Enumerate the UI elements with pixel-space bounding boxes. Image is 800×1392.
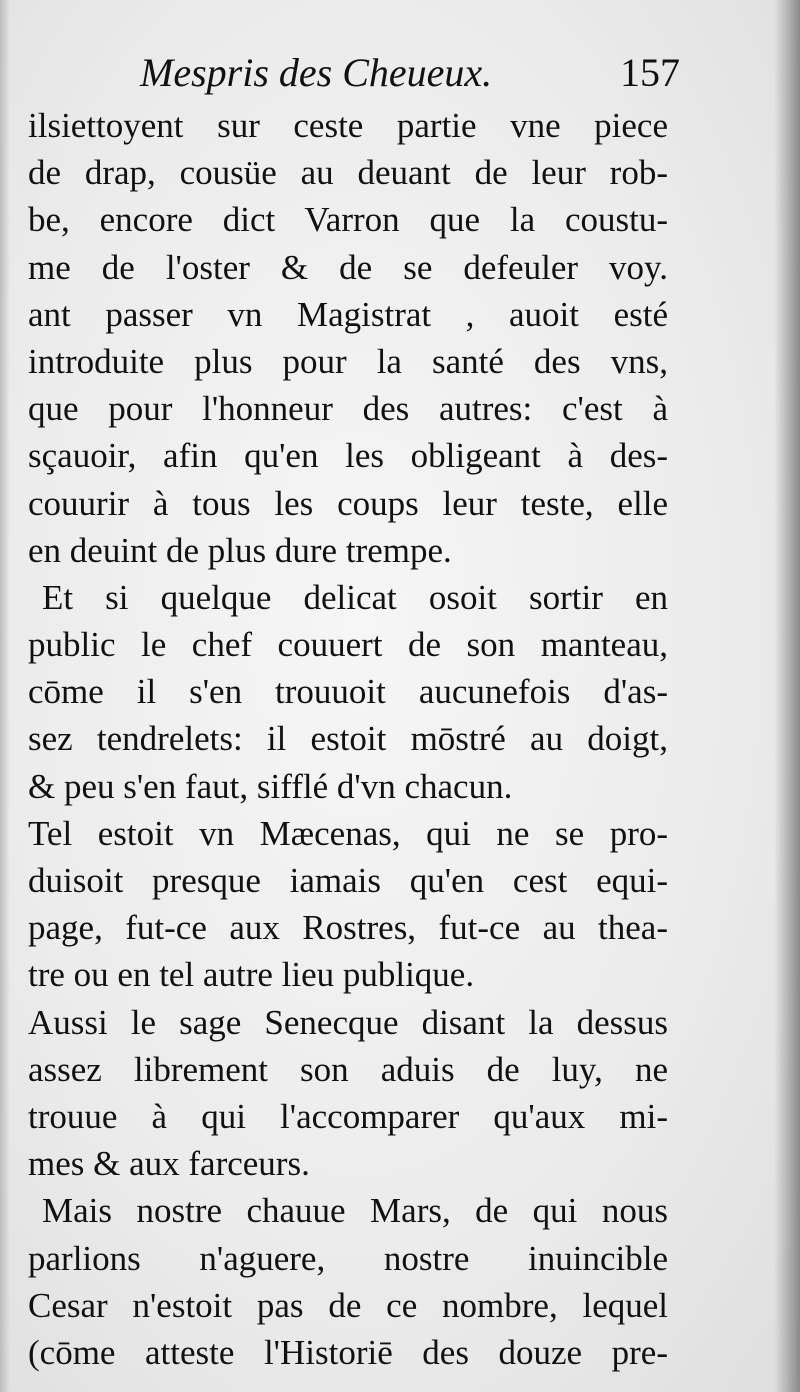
text-line: duisoit presque iamais qu'en cest equi- [28,861,668,900]
text-line: public le chef couuert de son manteau, [28,625,668,665]
text-line: mes & aux farceurs. [28,1144,310,1184]
text-line: ant passer vn Magistrat , auoit esté [28,294,668,334]
text-line: de drap, cousüe au deuant de leur rob- [28,153,668,193]
text-line: sez tendrelets: il estoit mōstré au doigt, [28,719,668,759]
paragraph-start-line: Tel estoit vn Mæcenas, qui ne se pro- [28,813,668,853]
text-line: trouue à qui l'accomparer qu'aux mi- [28,1096,668,1136]
text-line: tre ou en tel autre lieu publique. [28,955,475,995]
running-title: Mespris des Cheueux. [140,50,493,95]
text-line: cōme il s'en trouuoit aucunefois d'as- [28,672,668,712]
paragraph-start-line: Mais nostre chauue Mars, de qui nous [42,1191,668,1231]
text-line: & peu s'en faut, sifflé d'vn chacun. [28,766,513,806]
text-line: parlions n'aguere, nostre inuincible [28,1238,668,1278]
body-text [28,102,668,1376]
text-line: introduite plus pour la santé des vns, [28,341,668,381]
text-line: en deuint de plus dure trempe. [28,530,452,570]
text-line: ilsiettoyent sur ceste partie vne piece [28,106,668,145]
text-line: Cesar n'estoit pas de ce nombre, lequel [28,1285,668,1325]
page-header [140,48,680,98]
page-number: 157 [620,50,680,95]
text-line: be, encore dict Varron que la coustu- [28,200,668,240]
paragraph-start-line: Aussi le sage Senecque disant la dessus [28,1002,668,1042]
paragraph-start-line: Et si quelque delicat osoit sortir en [42,577,668,617]
text-line: assez librement son aduis de luy, ne [28,1049,668,1089]
text-line: (cōme atteste l'Historiē des douze pre- [28,1332,668,1372]
text-line: couurir à tous les coups leur teste, elle [28,483,668,523]
text-line: page, fut-ce aux Rostres, fut-ce au thea- [28,908,668,948]
text-line: que pour l'honneur des autres: c'est à [28,389,668,429]
text-line: me de l'oster & de se defeuler voy. [28,247,668,287]
text-line: sçauoir, afin qu'en les obligeant à des- [28,436,668,476]
